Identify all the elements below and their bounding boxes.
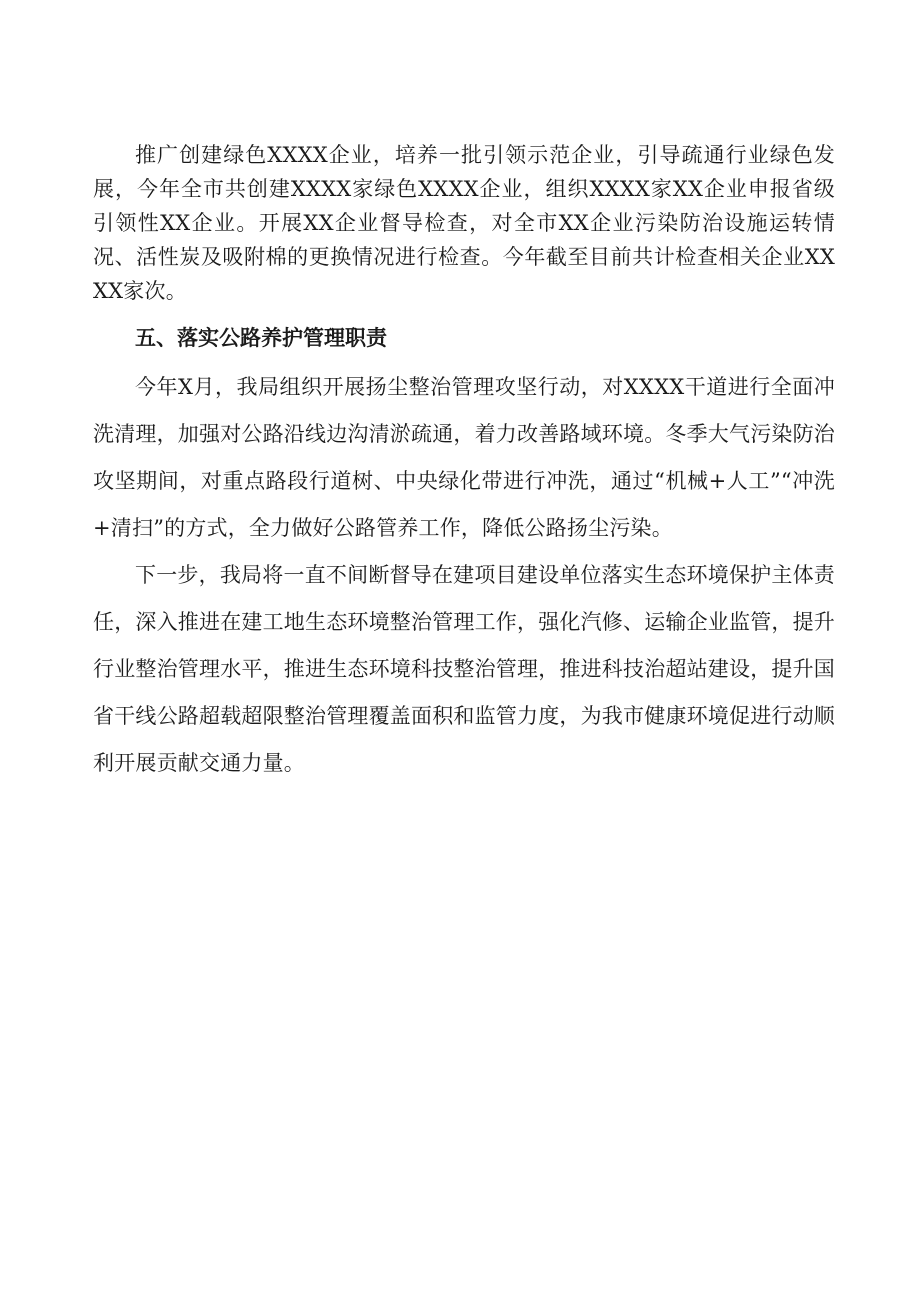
paragraph-dust-control: 今年X月，我局组织开展扬尘整治管理攻坚行动，对XXXX干道进行全面冲洗清理，加强对公路沿线边沟清淤疏通，着力改善路域环境。冬季大气污染防治攻坚期间，对重点路段行道树、中央绿化带进行冲洗，通过“机械+人工”“冲洗+清扫”的方式，全力做好公路管养工作，降低公路扬尘污染。 — [93, 375, 835, 540]
paragraph-next-steps: 下一步，我局将一直不间断督导在建项目建设单位落实生态环境保护主体责任，深入推进在建工地生态环境整治管理工作，强化汽修、运输企业监管，提升行业整治管理水平，推进生态环境科技整治管理，推进科技治超站建设，提升国省干线公路超载超限整治管理覆盖面积和监管力度，为我市健康环境促进行动顺利开展贡献交通力量。 — [93, 563, 835, 775]
paragraph-green-enterprise: 推广创建绿色XXXX企业，培养一批引领示范企业，引导疏通行业绿色发展，今年全市共创建XXXX家绿色XXXX企业，组织XXXX家XX企业申报省级引领性XX企业。开展XX企业督导检查，对全市XX企业污染防治设施运转情况、活性炭及吸附棉的更换情况进行检查。今年截至目前共计检查相关企业XXXX家次。 — [93, 143, 835, 303]
section-heading-road-maintenance: 五、落实公路养护管理职责 — [135, 326, 387, 350]
document-body — [93, 138, 835, 787]
